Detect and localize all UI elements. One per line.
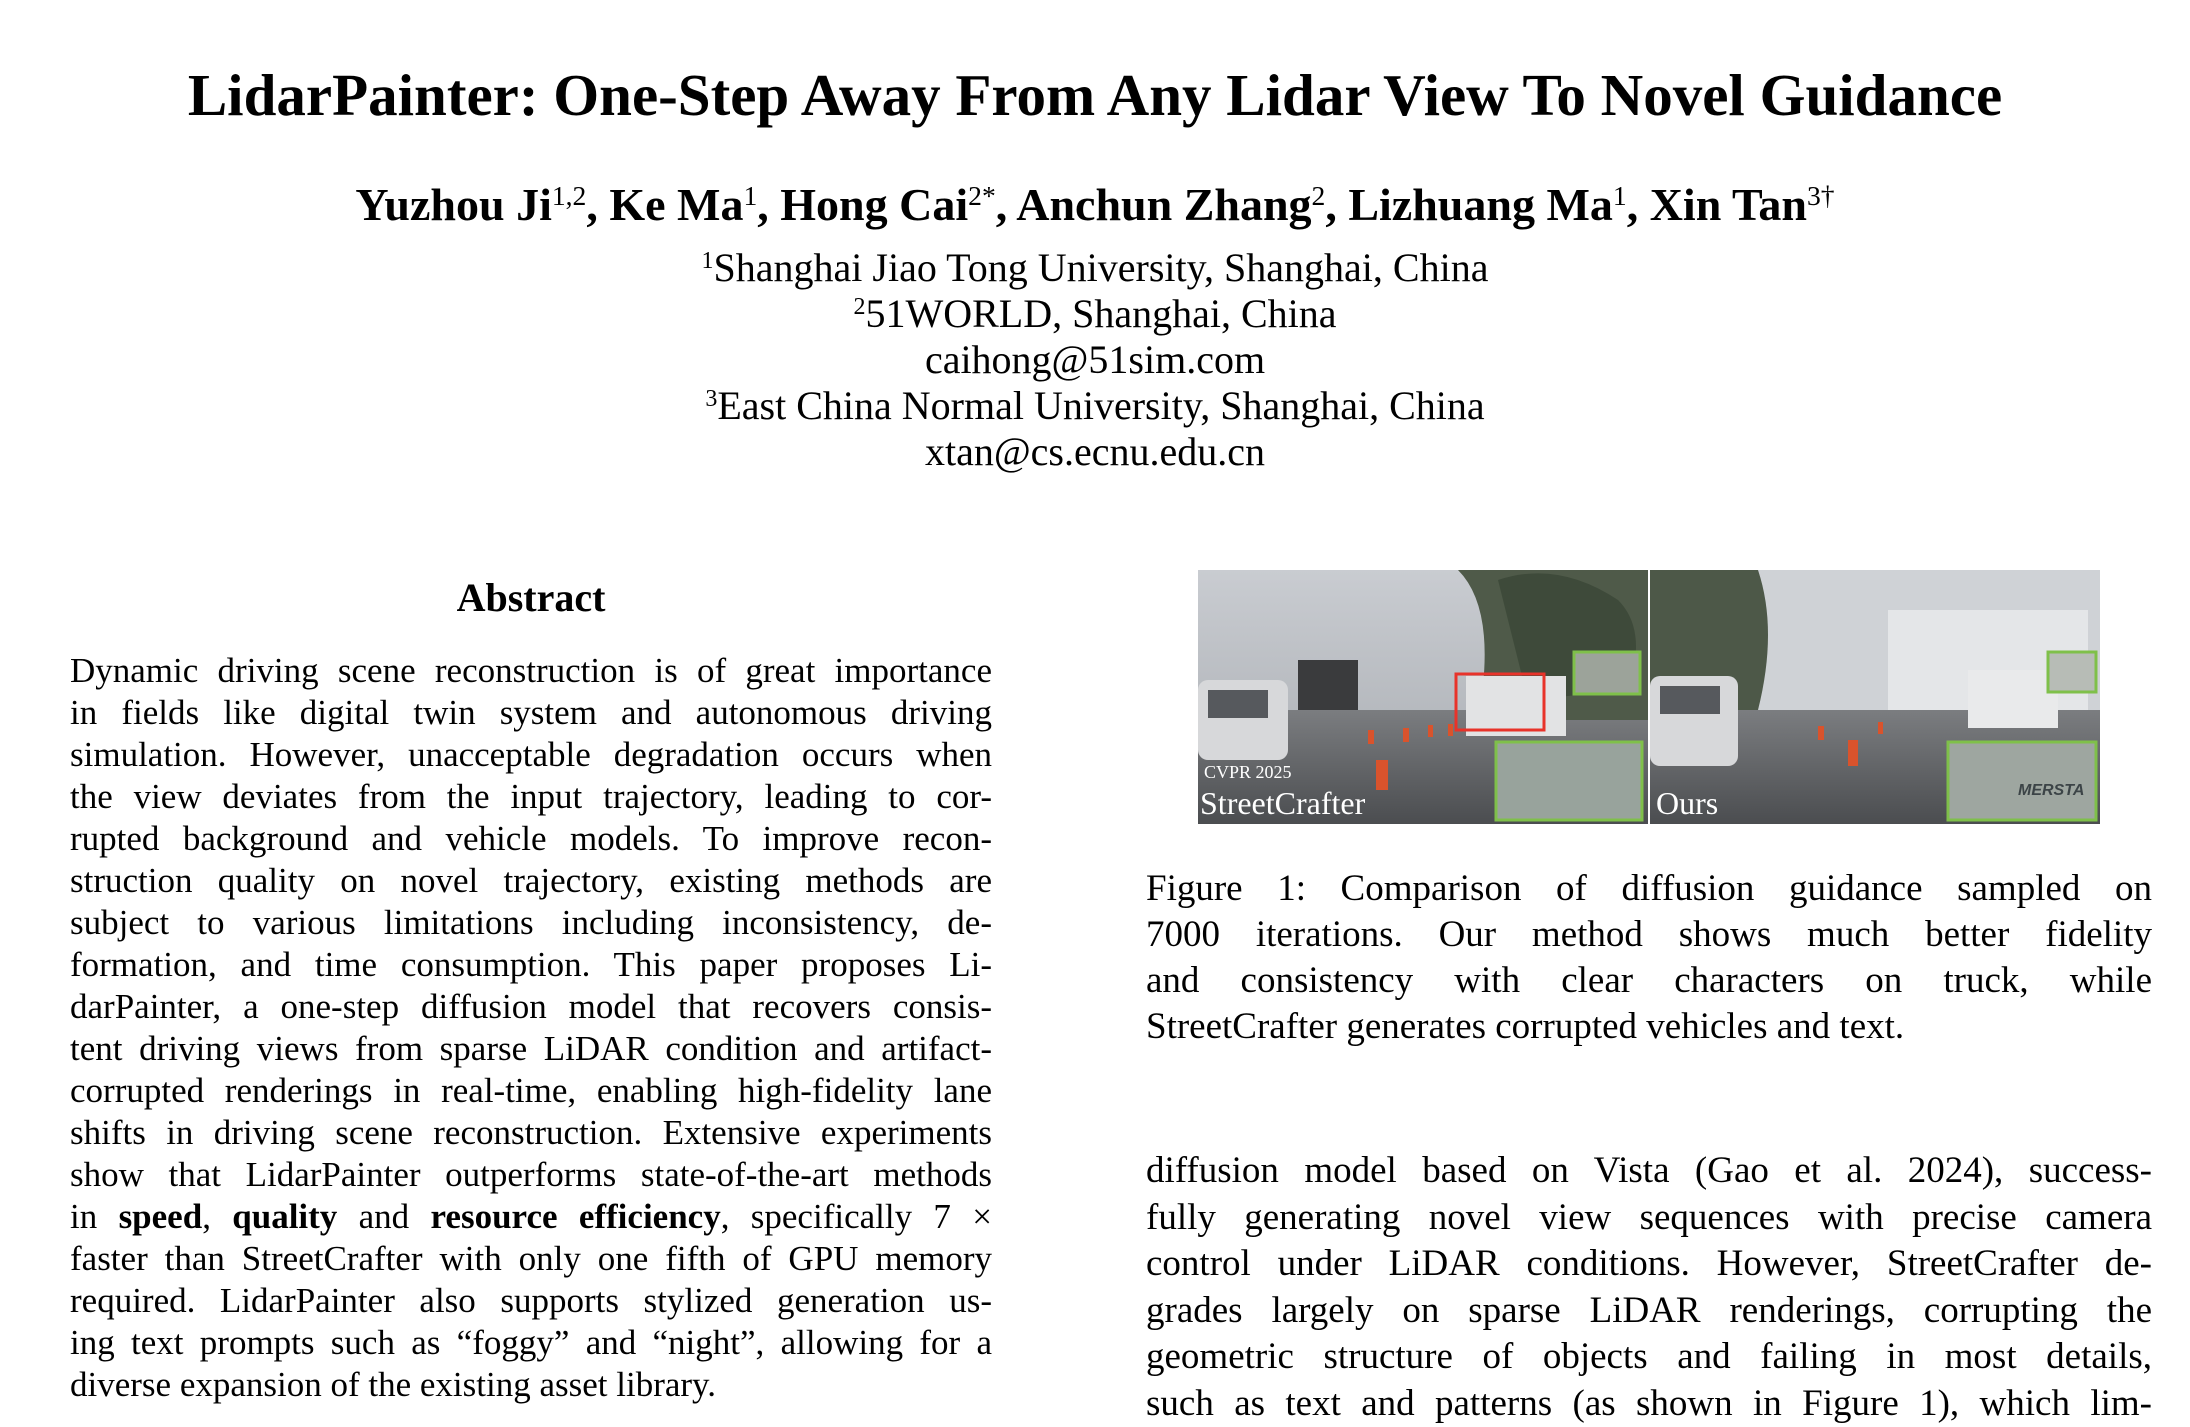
figure-1-caption [1146, 866, 2152, 1050]
abstract-line: subject to various limitations including inconsistency, de- [70, 902, 992, 944]
abstract-line: darPainter, a one-step diffusion model that recovers consis- [70, 986, 992, 1028]
affiliation: $^1$Shanghai Jiao Tong University, Shanghai, China [0, 245, 2190, 291]
body-line: such as text and patterns (as shown in Figure 1), which lim- [1146, 1381, 2152, 1427]
abstract-line: diverse expansion of the existing asset library. [70, 1364, 992, 1406]
abstract-line: Dynamic driving scene reconstruction is of great importance [70, 650, 992, 692]
body-line: fully generating novel view sequences with precise camera [1146, 1195, 2152, 1242]
paper-title: LidarPainter: One-Step Away From Any Lidar View To Novel Guidance [0, 55, 2190, 135]
abstract-heading: Abstract [70, 573, 992, 623]
figure-1 [1198, 570, 2100, 824]
streetcrafter-panel [1198, 570, 1648, 824]
author: Ke Ma$^1$ [609, 179, 757, 230]
affiliation: $^2$51WORLD, Shanghai, China [0, 291, 2190, 337]
caption-line: 7000 iterations. Our method shows much better fidelity [1146, 912, 2152, 958]
abstract-line: required. LidarPainter also supports stylized generation us- [70, 1280, 992, 1322]
body-line: control under LiDAR conditions. However, StreetCrafter de- [1146, 1241, 2152, 1288]
inset-box [1948, 742, 2096, 820]
body-line: diffusion model based on Vista (Gao et al. 2024), success- [1146, 1148, 2152, 1195]
author-list: Yuzhou Ji$^{1,2}$, Ke Ma$^1$, Hong Cai$^{2*}$, Anchun Zhang$^2$, Lizhuang Ma$^1$, Xin Tan$^{3\dagger}$ [0, 170, 2190, 240]
method-label-ours: Ours [1656, 785, 1718, 821]
intro-body-text [1146, 1148, 2152, 1427]
method-label-streetcrafter: StreetCrafter [1200, 785, 1366, 821]
abstract-line: struction quality on novel trajectory, existing methods are [70, 860, 992, 902]
inset-box [1574, 652, 1640, 694]
caption-line: StreetCrafter generates corrupted vehicles and text. [1146, 1004, 2152, 1050]
author: Yuzhou Ji$^{1,2}$ [355, 179, 586, 230]
abstract-line: faster than StreetCrafter with only one fifth of GPU memory [70, 1238, 992, 1280]
abstract-body [70, 650, 992, 1406]
abstract-line: corrupted renderings in real-time, enabling high-fidelity lane [70, 1070, 992, 1112]
abstract-line: simulation. However, unacceptable degradation occurs when [70, 734, 992, 776]
ours-panel [1650, 570, 2100, 824]
affiliation: $^3$East China Normal University, Shanghai, China [0, 383, 2190, 429]
abstract-line: ing text prompts such as “foggy” and “night”, allowing for a [70, 1322, 992, 1364]
abstract-line: formation, and time consumption. This paper proposes Li- [70, 944, 992, 986]
author: Lizhuang Ma$^1$ [1348, 179, 1626, 230]
abstract-line: in fields like digital twin system and autonomous driving [70, 692, 992, 734]
abstract-line: the view deviates from the input trajectory, leading to cor- [70, 776, 992, 818]
inset-box [1496, 742, 1642, 820]
abstract-line: rupted background and vehicle models. To improve recon- [70, 818, 992, 860]
body-line: grades largely on sparse LiDAR renderings, corrupting the [1146, 1288, 2152, 1335]
truck-text: MERSTA [2018, 782, 2084, 799]
abstract-line-emphasis: in speed, quality and resource efficiency, specifically 7 × [70, 1196, 992, 1238]
abstract-line: tent driving views from sparse LiDAR condition and artifact- [70, 1028, 992, 1070]
caption-line: and consistency with clear characters on truck, while [1146, 958, 2152, 1004]
email: caihong@51sim.com [0, 337, 2190, 383]
venue-label: CVPR 2025 [1204, 762, 1292, 782]
figure-1-image [1198, 570, 2100, 824]
author: Xin Tan$^{3\dagger}$ [1650, 179, 1835, 230]
author: Anchun Zhang$^2$ [1016, 179, 1325, 230]
abstract-line: shifts in driving scene reconstruction. Extensive experiments [70, 1112, 992, 1154]
caption-line: Figure 1: Comparison of diffusion guidance sampled on [1146, 866, 2152, 912]
author: Hong Cai$^{2*}$ [780, 179, 995, 230]
email: xtan@cs.ecnu.edu.cn [0, 429, 2190, 475]
abstract-line: show that LidarPainter outperforms state-of-the-art methods [70, 1154, 992, 1196]
affiliations [0, 245, 2190, 475]
body-line: geometric structure of objects and failing in most details, [1146, 1334, 2152, 1381]
inset-box [2048, 652, 2096, 692]
